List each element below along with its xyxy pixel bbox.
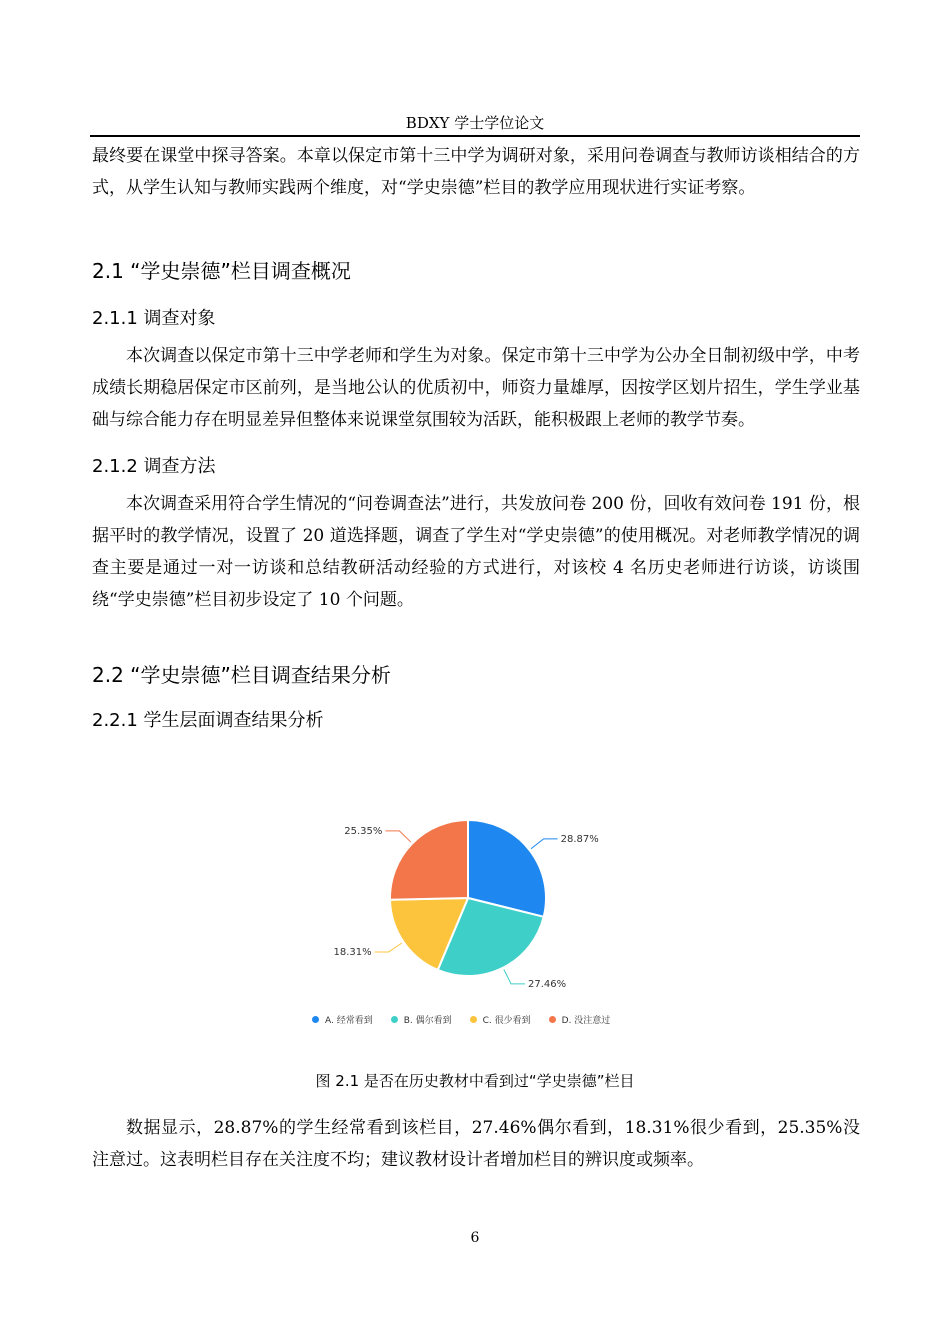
header-rule <box>90 135 860 137</box>
leader-line-4 <box>385 831 410 842</box>
pie-chart <box>320 812 640 1032</box>
intro-paragraph: 最终要在课堂中探寻答案。本章以保定市第十三中学为调研对象，采用问卷调查与教师访谈相结合的方式，从学生认知与教师实践两个维度，对“学史崇德”栏目的教学应用现状进行实证考察。 <box>92 146 860 198</box>
legend-item-2[interactable] <box>391 1013 452 1026</box>
paragraph-survey-subjects: 本次调查以保定市第十三中学老师和学生为对象。保定市第十三中学为公办全日制初级中学，中考成绩长期稳居保定市区前列，是当地公认的优质初中，师资力量雄厚，因按学区划片招生，学生学业基础与综合能力存在明显差异但整体来说课堂氛围较为活跃，能积极跟上老师的教学节奏。 <box>92 346 860 430</box>
subsection-heading-2-1-2: 2.1.2 调查方法 <box>92 456 216 477</box>
data-label-4: 25.35% <box>344 825 383 837</box>
section-heading-2-1: 2.1 “学史崇德”栏目调查概况 <box>92 259 351 283</box>
legend-label: C. 很少看到 <box>482 1015 531 1026</box>
legend-label: A. 经常看到 <box>325 1015 373 1026</box>
legend-item-4[interactable] <box>549 1013 611 1026</box>
legend-label: D. 没注意过 <box>561 1015 611 1026</box>
results-block <box>92 1112 860 1176</box>
data-label-1: 28.87% <box>560 833 599 845</box>
section-heading-2-2: 2.2 “学史崇德”栏目调查结果分析 <box>92 663 391 687</box>
subsection-heading-2-1-1: 2.1.1 调查对象 <box>92 308 216 329</box>
data-label-3: 18.31% <box>333 947 372 959</box>
page-body <box>92 140 860 736</box>
paragraph-results: 数据显示，28.87%的学生经常看到该栏目，27.46%偶尔看到，18.31%很少看到，25.35%没注意过。这表明栏目存在关注度不均；建议教材设计者增加栏目的辨识度或频率。 <box>92 1118 860 1170</box>
legend-item-1[interactable] <box>312 1013 373 1026</box>
chart-legend <box>312 1011 642 1027</box>
legend-dot-icon <box>312 1016 319 1023</box>
page-number: 6 <box>470 1230 480 1246</box>
leader-line-1 <box>531 839 558 849</box>
pie-slice-4 <box>390 820 468 900</box>
figure-caption: 图 2.1 是否在历史教材中看到过“学史崇德”栏目 <box>315 1072 635 1090</box>
leader-line-3 <box>375 943 402 952</box>
subsection-heading-2-2-1: 2.2.1 学生层面调查结果分析 <box>92 710 324 731</box>
data-label-2: 27.46% <box>528 978 567 990</box>
legend-dot-icon <box>391 1016 398 1023</box>
legend-dot-icon <box>549 1016 556 1023</box>
legend-dot-icon <box>470 1016 477 1023</box>
paragraph-survey-method: 本次调查采用符合学生情况的“问卷调查法”进行，共发放问卷 200 份，回收有效问卷 191 份，根据平时的教学情况，设置了 20 道选择题，调查了学生对“学史崇德”的使用概况。对老师教学情况的调查主要是通过一对一访谈和总结教研活动经验的方式进行，对该校 4 名历史老师进行访谈，访谈围绕“学史崇德”栏目初步设定了 10 个问题。 <box>92 494 860 610</box>
legend-label: B. 偶尔看到 <box>403 1015 452 1026</box>
running-header: BDXY 学士学位论文 <box>405 114 545 132</box>
leader-line-2 <box>504 970 525 984</box>
legend-item-3[interactable] <box>470 1013 531 1026</box>
pie-chart-svg <box>320 812 640 1012</box>
